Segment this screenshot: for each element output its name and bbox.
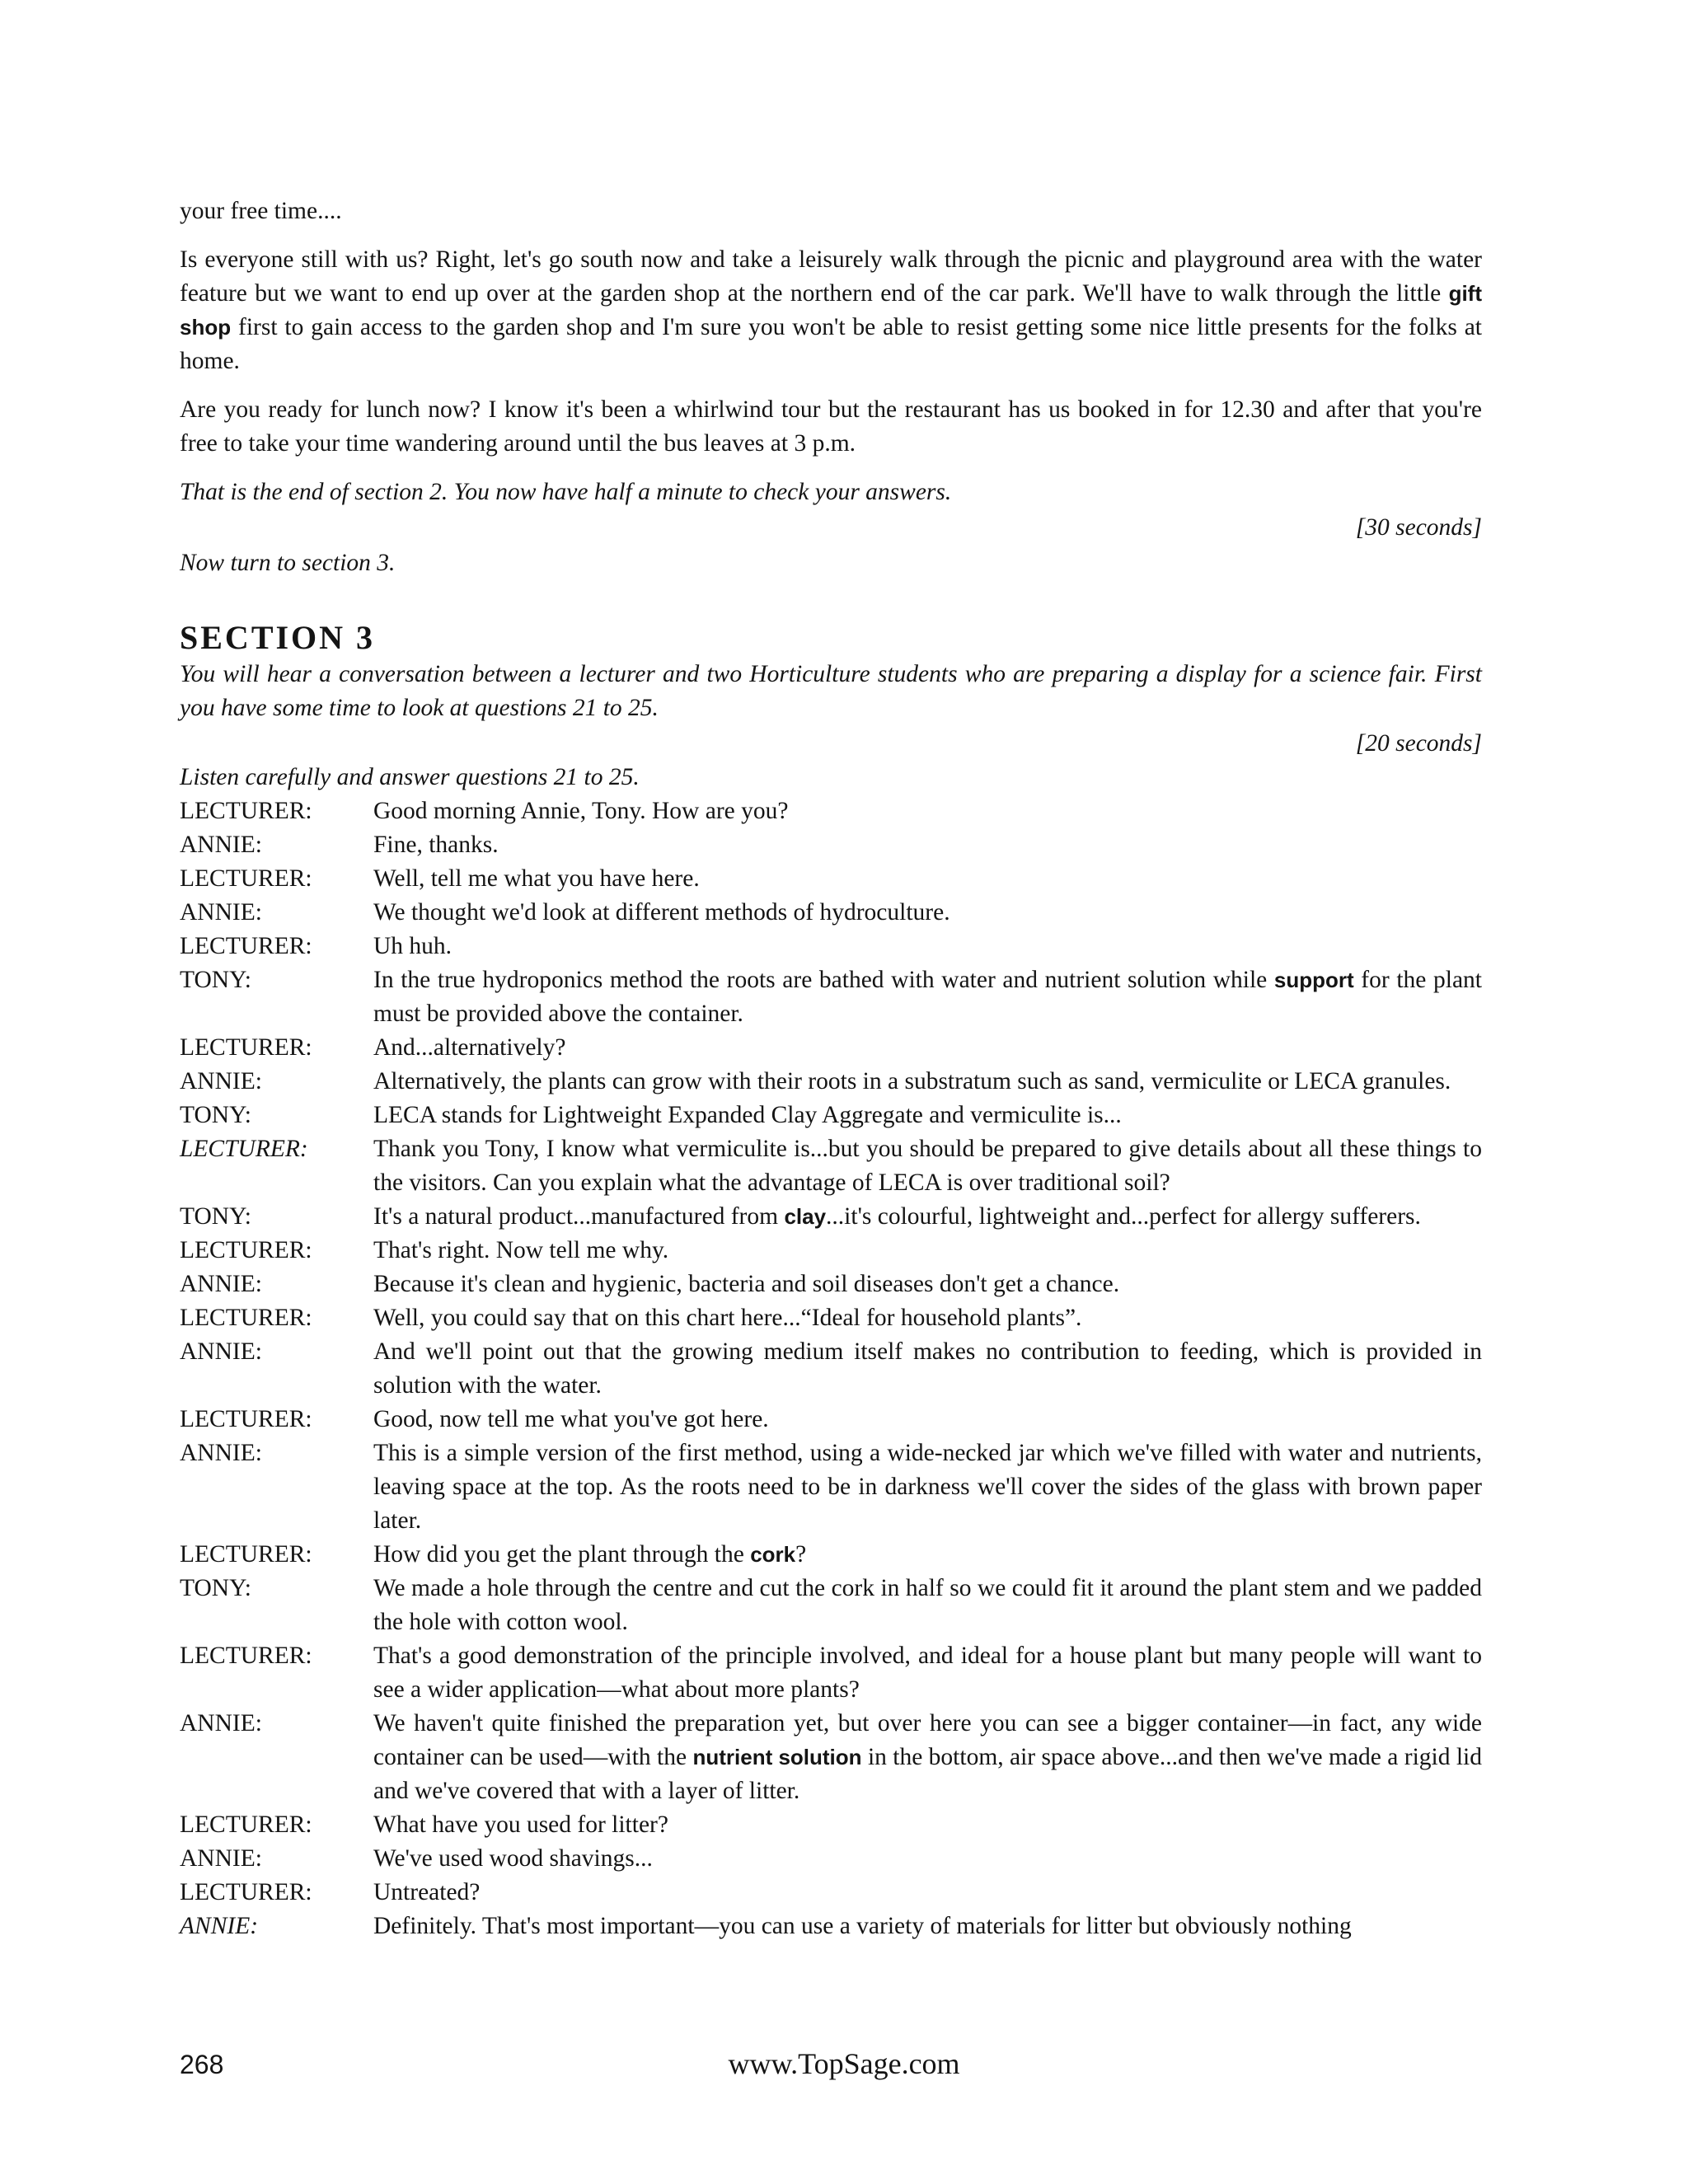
speech-segment: This is a simple version of the first method, using a wide-necked jar which we've filled with water and nutrients, leaving space at the top. As the roots need to be in darkness we'll cover the sides of the glass with brown paper later.	[373, 1440, 1482, 1534]
speech-segment: Because it's clean and hygienic, bacteria and soil diseases don't get a chance.	[373, 1271, 1120, 1297]
section-heading: SECTION 3	[180, 619, 376, 656]
speaker-label: ANNIE:	[180, 832, 262, 858]
dialogue-row	[180, 1572, 1482, 1639]
speech-text	[373, 1572, 1482, 1639]
dialogue-row	[180, 1436, 1482, 1538]
dialogue-row	[180, 1234, 1482, 1268]
speech-text	[373, 1403, 1482, 1436]
dialogue-row	[180, 1335, 1482, 1403]
page-number: 268	[180, 2050, 224, 2079]
speech-segment: Well, tell me what you have here.	[373, 865, 700, 892]
speech-text	[373, 862, 1482, 896]
speech-text	[373, 828, 1482, 862]
speech-segment: Good morning Annie, Tony. How are you?	[373, 798, 789, 824]
footer-website: www.TopSage.com	[728, 2047, 960, 2080]
speech-text	[373, 1876, 1482, 1910]
speech-text	[373, 1065, 1482, 1099]
intro-fragment: your free time....	[180, 198, 342, 224]
speaker-label: ANNIE:	[180, 1338, 262, 1365]
dialogue-row	[180, 1910, 1482, 1943]
speech-text	[373, 1234, 1482, 1268]
dialogue-row	[180, 963, 1482, 1031]
speaker-label: ANNIE:	[180, 1913, 259, 1939]
speech-segment: LECA stands for Lightweight Expanded Clay Aggregate and vermiculite is...	[373, 1102, 1122, 1128]
speech-text	[373, 896, 1482, 930]
speech-text	[373, 1910, 1482, 1943]
dialogue-row	[180, 1301, 1482, 1335]
speech-text	[373, 963, 1482, 1031]
dialogue-row	[180, 794, 1482, 828]
speech-segment: Uh huh.	[373, 933, 452, 959]
speech-segment: for the plant must be provided above the container.	[373, 967, 1482, 1027]
speaker-label: LECTURER:	[180, 1305, 312, 1331]
transcript-page	[180, 194, 1482, 1943]
speech-segment: And we'll point out that the growing medium itself makes no contribution to feeding, which is provided in solution with the water.	[373, 1338, 1482, 1399]
dialogue-row	[180, 896, 1482, 930]
bold-answer: gift shop	[180, 281, 1482, 340]
speech-text	[373, 1200, 1482, 1234]
speech-segment: Definitely. That's most important—you can use a variety of materials for litter but obviously nothing	[373, 1913, 1352, 1939]
speech-text	[373, 1335, 1482, 1403]
speaker-label: TONY:	[180, 967, 251, 993]
dialogue-row	[180, 1538, 1482, 1572]
speaker-label: LECTURER:	[180, 1541, 312, 1568]
speaker-label: TONY:	[180, 1102, 251, 1128]
speaker-label: TONY:	[180, 1575, 251, 1601]
dialogue-row	[180, 1707, 1482, 1808]
bold-answer: cork	[750, 1542, 796, 1567]
dialogue-row	[180, 1099, 1482, 1132]
dialogue-row	[180, 1132, 1482, 1200]
speaker-label: ANNIE:	[180, 1271, 262, 1297]
bold-answer: nutrient solution	[692, 1745, 862, 1769]
paragraph-lunch: Are you ready for lunch now? I know it's been a whirlwind tour but the restaurant has us booked in for 12.30 and after that you're free to take your time wandering around until the bus leaves at 3 p.m.	[180, 396, 1482, 457]
dialogue-row	[180, 862, 1482, 896]
speech-text	[373, 1268, 1482, 1301]
speech-segment: Well, you could say that on this chart here...“Ideal for household plants”.	[373, 1305, 1082, 1331]
bold-answer: clay	[784, 1204, 827, 1229]
dialogue	[180, 794, 1482, 1943]
dialogue-row	[180, 930, 1482, 963]
speech-text	[373, 1842, 1482, 1876]
speech-segment: In the true hydroponics method the roots are bathed with water and nutrient solution while	[373, 967, 1274, 993]
speech-text	[373, 1301, 1482, 1335]
pause-30-seconds: [30 seconds]	[1355, 514, 1482, 541]
speaker-label: ANNIE:	[180, 1710, 262, 1736]
dialogue-row	[180, 1842, 1482, 1876]
paragraph-text: first to gain access to the garden shop and I'm sure you won't be able to resist getting some nice little presents for the folks at home.	[180, 314, 1482, 374]
speaker-label: LECTURER:	[180, 798, 312, 824]
speech-segment: Alternatively, the plants can grow with their roots in a substratum such as sand, vermiculite or LECA granules.	[373, 1068, 1451, 1094]
speech-text	[373, 1031, 1482, 1065]
speech-text	[373, 1132, 1482, 1200]
speech-text	[373, 1707, 1482, 1808]
speaker-label: LECTURER:	[180, 865, 312, 892]
speech-text	[373, 930, 1482, 963]
speaker-label: LECTURER:	[180, 1879, 312, 1905]
dialogue-row	[180, 1808, 1482, 1842]
paragraph-text: Is everyone still with us? Right, let's go south now and take a leisurely walk through the picnic and playground area with the water feature but we want to end up over at the garden shop at the northern end of the car park. We'll have to walk through the little	[180, 246, 1482, 307]
speech-segment: ...it's colourful, lightweight and...perfect for allergy sufferers.	[826, 1203, 1421, 1230]
speech-segment: That's right. Now tell me why.	[373, 1237, 669, 1263]
speaker-label: LECTURER:	[180, 1034, 312, 1061]
bold-answer: support	[1273, 968, 1354, 992]
speech-text	[373, 1436, 1482, 1538]
speech-segment: ?	[795, 1541, 807, 1568]
speech-segment: That's a good demonstration of the principle involved, and ideal for a house plant but many people will want to see a wider application—what about more plants?	[373, 1643, 1482, 1703]
speaker-label: ANNIE:	[180, 899, 262, 926]
listen-instruction: Listen carefully and answer questions 21 to 25.	[180, 764, 640, 790]
speech-segment: in the bottom, air space above...and then we've made a rigid lid and we've covered that with a layer of litter.	[373, 1744, 1482, 1804]
speech-text	[373, 1808, 1482, 1842]
speaker-label: LECTURER:	[180, 933, 312, 959]
dialogue-row	[180, 1268, 1482, 1301]
paragraph-garden-shop	[180, 243, 1482, 378]
dialogue-row	[180, 1639, 1482, 1707]
speech-segment: Fine, thanks.	[373, 832, 499, 858]
speech-segment: And...alternatively?	[373, 1034, 566, 1061]
end-of-section-2: That is the end of section 2. You now have half a minute to check your answers.	[180, 479, 952, 505]
speaker-label: LECTURER:	[180, 1643, 312, 1669]
speech-segment: What have you used for litter?	[373, 1811, 668, 1838]
speaker-label: LECTURER:	[180, 1237, 312, 1263]
speech-segment: Thank you Tony, I know what vermiculite is...but you should be prepared to give details about all these things to the visitors. Can you explain what the advantage of LECA is over traditional soil?	[373, 1136, 1482, 1196]
speaker-label: ANNIE:	[180, 1068, 262, 1094]
speech-segment: We made a hole through the centre and cut the cork in half so we could fit it around the plant stem and we padded the hole with cotton wool.	[373, 1575, 1482, 1635]
turn-to-section-3: Now turn to section 3.	[180, 550, 396, 576]
speech-segment: We thought we'd look at different methods of hydroculture.	[373, 899, 950, 926]
speaker-label: LECTURER:	[180, 1406, 312, 1432]
section-intro: You will hear a conversation between a lecturer and two Horticulture students who are preparing a display for a science fair. First you have some time to look at questions 21 to 25.	[180, 661, 1482, 721]
speech-segment: We haven't quite finished the preparation yet, but over here you can see a bigger container—in fact, any wide container can be used—with the	[373, 1710, 1482, 1770]
speech-text	[373, 794, 1482, 828]
speech-segment: Good, now tell me what you've got here.	[373, 1406, 769, 1432]
dialogue-row	[180, 1031, 1482, 1065]
speech-segment: How did you get the plant through the	[373, 1541, 751, 1568]
dialogue-row	[180, 1065, 1482, 1099]
speaker-label: ANNIE:	[180, 1845, 262, 1872]
speech-segment: It's a natural product...manufactured from	[373, 1203, 785, 1230]
speech-text	[373, 1538, 1482, 1572]
speaker-label: LECTURER:	[180, 1811, 312, 1838]
speech-segment: We've used wood shavings...	[373, 1845, 653, 1872]
dialogue-row	[180, 1200, 1482, 1234]
speaker-label: TONY:	[180, 1203, 251, 1230]
speaker-label: LECTURER:	[180, 1136, 308, 1162]
dialogue-row	[180, 1876, 1482, 1910]
speaker-label: ANNIE:	[180, 1440, 262, 1466]
speech-segment: Untreated?	[373, 1879, 481, 1905]
dialogue-row	[180, 828, 1482, 862]
speech-text	[373, 1639, 1482, 1707]
pause-20-seconds: [20 seconds]	[1355, 730, 1482, 757]
speech-text	[373, 1099, 1482, 1132]
dialogue-row	[180, 1403, 1482, 1436]
